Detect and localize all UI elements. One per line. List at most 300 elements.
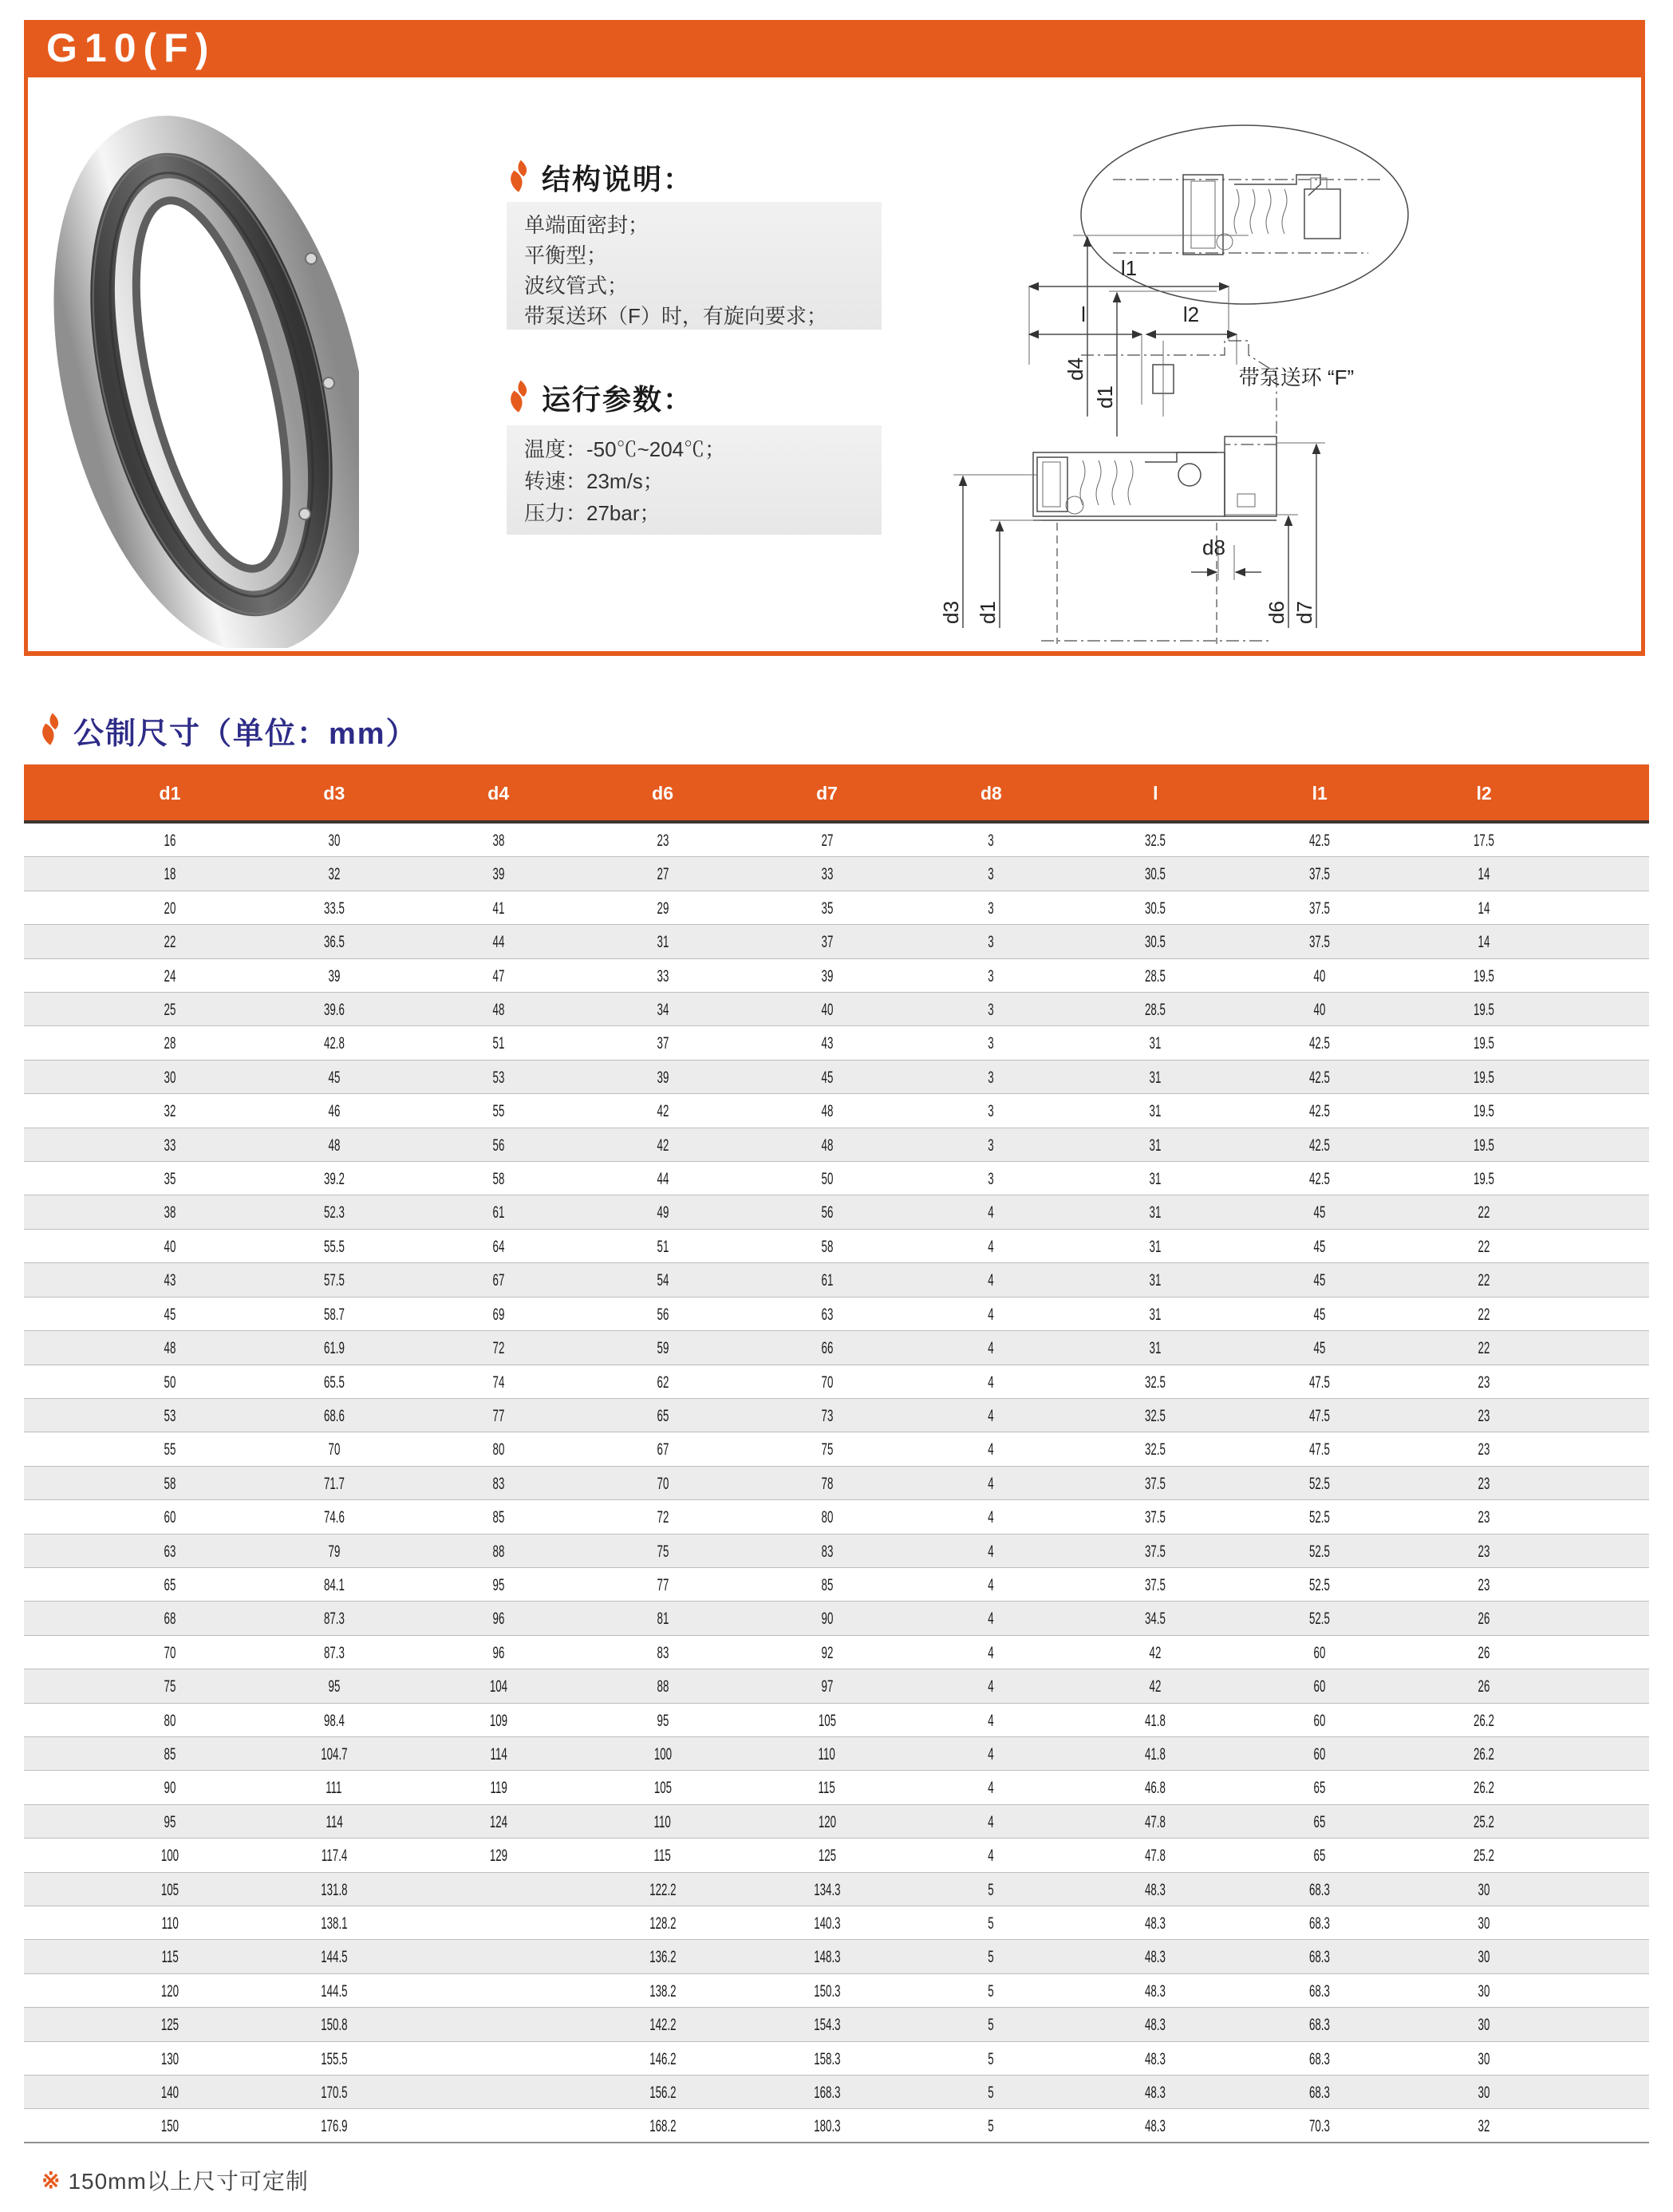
table-cell: 3 [988, 1101, 995, 1121]
table-cell: 65 [1313, 1846, 1326, 1866]
table-cell: 78 [821, 1473, 833, 1493]
table-cell: 125 [818, 1846, 836, 1866]
table-cell: 58.7 [323, 1304, 345, 1324]
table-row [24, 1298, 1649, 1331]
table-row [24, 2109, 1649, 2143]
table-cell: 65 [164, 1574, 176, 1594]
table-cell: 23 [1478, 1574, 1490, 1594]
table-cell: 56 [492, 1135, 505, 1155]
table-cell: 23 [1478, 1372, 1490, 1392]
table-cell: 100 [653, 1744, 672, 1764]
col-header-d6: d6 [652, 783, 674, 804]
table-cell: 30 [1478, 1914, 1490, 1933]
dim-label-d1-bottom: d1 [976, 601, 1000, 624]
table-row [24, 1128, 1649, 1162]
table-cell: 32.5 [1145, 1372, 1166, 1392]
table-cell: 90 [164, 1778, 176, 1798]
table-cell: 17.5 [1474, 831, 1495, 850]
table-cell: 68.3 [1309, 2015, 1331, 2035]
table-cell: 31 [1149, 1033, 1162, 1053]
table-cell: 14 [1478, 864, 1490, 884]
table-cell: 4 [988, 1203, 995, 1223]
table-cell: 79 [328, 1541, 341, 1561]
structure-line: 波纹管式； [524, 274, 629, 298]
table-cell: 4 [988, 1372, 995, 1392]
dim-label-d8: d8 [1202, 535, 1225, 559]
table-cell: 48 [821, 1101, 833, 1121]
table-cell [416, 1940, 581, 1973]
dimension-table [24, 764, 1649, 2143]
table-cell: 4 [988, 1270, 995, 1290]
table-row [24, 1230, 1649, 1263]
table-cell: 5 [988, 2015, 995, 2035]
table-cell: 24 [164, 966, 176, 986]
table-cell: 40 [164, 1236, 176, 1256]
col-header-l: l [1153, 783, 1158, 804]
table-cell: 63 [164, 1541, 176, 1561]
table-cell: 59 [657, 1338, 669, 1358]
table-cell: 70 [328, 1440, 341, 1460]
table-cell: 23 [1478, 1473, 1490, 1493]
table-cell: 30.5 [1145, 932, 1166, 952]
table-row [24, 1940, 1649, 1973]
table-cell: 154.3 [813, 2015, 841, 2035]
table-cell: 4 [988, 1811, 995, 1831]
table-cell: 114 [490, 1744, 507, 1764]
cross-section-diagram [874, 101, 1632, 652]
table-cell: 3 [988, 966, 995, 986]
table-cell [416, 1906, 581, 1940]
table-cell: 51 [492, 1033, 505, 1053]
table-cell: 68.3 [1309, 1947, 1331, 1967]
table-cell: 33 [657, 966, 669, 986]
footnote-symbol: ※ [41, 2167, 61, 2193]
table-cell: 67 [657, 1440, 669, 1460]
table-cell: 47.5 [1309, 1440, 1331, 1460]
table-cell: 60 [1313, 1710, 1326, 1730]
table-cell: 26 [1478, 1677, 1490, 1697]
table-cell: 75 [821, 1440, 833, 1460]
params-title-text: 运行参数： [542, 383, 694, 416]
table-row [24, 1365, 1649, 1399]
table-cell: 4 [988, 1405, 995, 1425]
table-cell: 34 [657, 1000, 669, 1020]
table-cell: 88 [492, 1541, 505, 1561]
table-row [24, 959, 1649, 993]
table-cell: 32.5 [1145, 1405, 1166, 1425]
table-cell: 42 [1149, 1642, 1162, 1662]
table-cell: 68.6 [323, 1405, 345, 1425]
table-body [24, 824, 1649, 2143]
table-row [24, 1906, 1649, 1940]
params-section-title [507, 377, 693, 418]
table-cell: 114 [326, 1811, 343, 1831]
structure-line: 带泵送环（F）时，有旋向要求； [524, 304, 827, 328]
table-cell: 39.2 [323, 1169, 345, 1189]
table-row [24, 1399, 1649, 1432]
table-cell: 23 [1478, 1440, 1490, 1460]
table-cell: 4 [988, 1541, 995, 1561]
table-cell: 5 [988, 2048, 995, 2068]
table-cell: 85 [164, 1744, 176, 1764]
table-cell: 58 [492, 1169, 505, 1189]
table-cell: 39 [328, 966, 341, 986]
table-cell: 28 [164, 1033, 176, 1053]
table-cell: 44 [657, 1169, 669, 1189]
table-cell: 124 [489, 1811, 507, 1831]
table-cell: 48.3 [1145, 2048, 1166, 2068]
table-cell: 41 [492, 898, 505, 918]
table-cell: 39 [657, 1067, 669, 1087]
table-cell: 23 [1478, 1507, 1490, 1527]
table-cell: 3 [988, 1067, 995, 1087]
table-cell: 37 [821, 932, 833, 952]
table-cell: 19.5 [1474, 1000, 1495, 1020]
table-row [24, 1061, 1649, 1094]
table-cell: 5 [988, 1981, 995, 2001]
table-cell: 37.5 [1145, 1574, 1166, 1594]
table-cell: 37.5 [1145, 1507, 1166, 1527]
table-cell: 60 [1313, 1744, 1326, 1764]
flame-icon [38, 712, 61, 750]
dim-label-d4: d4 [1063, 357, 1087, 381]
table-cell: 32 [1478, 2116, 1490, 2136]
table-cell: 61.9 [323, 1338, 345, 1358]
table-cell: 52.5 [1309, 1473, 1331, 1493]
table-cell: 4 [988, 1473, 995, 1493]
table-cell: 47.5 [1309, 1405, 1331, 1425]
table-row [24, 1974, 1649, 2008]
model-name: G10(F) [46, 26, 216, 70]
table-cell: 70 [164, 1642, 176, 1662]
flame-icon [507, 159, 529, 197]
table-cell: 115 [653, 1846, 672, 1866]
table-cell: 20 [164, 898, 176, 918]
table-cell: 30 [328, 831, 341, 850]
table-cell: 33 [164, 1135, 176, 1155]
dim-label-l2: l2 [1182, 302, 1200, 326]
table-cell: 4 [988, 1846, 995, 1866]
table-cell: 95 [328, 1677, 341, 1697]
model-header-bar [24, 20, 1645, 77]
table-cell: 64 [492, 1236, 505, 1256]
table-cell: 176.9 [321, 2116, 348, 2136]
table-cell: 33.5 [323, 898, 345, 918]
table-cell: 60 [164, 1507, 176, 1527]
table-cell: 98.4 [323, 1710, 345, 1730]
table-cell: 3 [988, 864, 995, 884]
table-cell: 42.8 [323, 1033, 345, 1053]
table-cell: 150.3 [813, 1981, 841, 2001]
table-row [24, 1263, 1649, 1297]
table-cell: 45 [1313, 1304, 1326, 1324]
table-cell: 30 [1478, 1947, 1490, 1967]
table-cell: 131.8 [321, 1879, 348, 1899]
col-header-l1: l1 [1312, 783, 1328, 804]
table-cell: 31 [1149, 1270, 1162, 1290]
table-cell: 65.5 [323, 1372, 345, 1392]
table-cell: 37.5 [1309, 898, 1331, 918]
table-cell: 168.2 [649, 2116, 677, 2136]
table-cell: 42.5 [1309, 831, 1331, 850]
table-cell: 67 [492, 1270, 505, 1290]
table-cell: 168.3 [813, 2083, 841, 2103]
table-cell: 80 [492, 1440, 505, 1460]
table-cell: 23 [657, 831, 669, 850]
table-cell: 55 [164, 1440, 176, 1460]
table-cell: 38 [164, 1203, 176, 1223]
table-row [24, 1535, 1649, 1568]
table-cell: 42 [657, 1135, 669, 1155]
table-cell: 110 [161, 1914, 179, 1933]
table-cell: 47.5 [1309, 1372, 1331, 1392]
table-cell: 56 [821, 1203, 833, 1223]
table-cell: 23 [1478, 1405, 1490, 1425]
table-cell: 18 [164, 864, 176, 884]
table-cell: 97 [821, 1677, 833, 1697]
table-cell: 38 [492, 831, 505, 850]
col-header-d3: d3 [323, 783, 345, 804]
table-cell: 61 [492, 1203, 505, 1223]
table-cell: 5 [988, 2083, 995, 2103]
table-cell: 83 [657, 1642, 669, 1662]
table-cell: 19.5 [1474, 1101, 1495, 1121]
table-cell: 26.2 [1474, 1710, 1495, 1730]
table-cell: 48.3 [1145, 2083, 1166, 2103]
table-cell: 150 [160, 2116, 180, 2136]
table-cell: 27 [657, 864, 669, 884]
table-cell [416, 2076, 581, 2109]
table-cell: 30 [164, 1067, 176, 1087]
table-cell: 39 [492, 864, 505, 884]
params-panel [507, 425, 882, 535]
table-cell: 32 [164, 1101, 176, 1121]
table-cell: 75 [164, 1677, 176, 1697]
table-row [24, 1568, 1649, 1602]
table-cell: 48 [821, 1135, 833, 1155]
table-cell: 150.8 [321, 2015, 348, 2035]
table-cell: 50 [821, 1169, 833, 1189]
col-header-d4: d4 [487, 783, 510, 804]
table-cell: 37.5 [1309, 864, 1331, 884]
table-cell: 25 [164, 1000, 176, 1020]
col-header-d8: d8 [980, 783, 1002, 804]
table-cell: 4 [988, 1304, 995, 1324]
table-cell: 136.2 [649, 1947, 677, 1967]
table-cell: 28.5 [1145, 966, 1166, 986]
table-cell: 138.1 [321, 1914, 348, 1933]
table-cell: 4 [988, 1440, 995, 1460]
footnote [41, 2164, 309, 2196]
technical-drawing [874, 101, 1632, 652]
table-cell: 31 [1149, 1135, 1162, 1155]
table-cell: 170.5 [321, 2083, 348, 2103]
table-cell: 115 [161, 1947, 179, 1967]
table-row [24, 925, 1649, 958]
table-cell: 48 [492, 1000, 505, 1020]
product-photo [48, 113, 359, 648]
table-cell: 180.3 [813, 2116, 841, 2136]
table-cell: 69 [492, 1304, 505, 1324]
structure-title-text: 结构说明： [542, 163, 694, 196]
dim-label-d1-top: d1 [1093, 385, 1117, 409]
table-cell: 4 [988, 1778, 995, 1798]
table-cell: 32 [328, 864, 341, 884]
table-cell: 61 [821, 1270, 833, 1290]
table-cell: 58 [164, 1473, 176, 1493]
table-cell: 37.5 [1145, 1541, 1166, 1561]
table-cell: 31 [1149, 1236, 1162, 1256]
table-row [24, 2042, 1649, 2076]
table-row [24, 857, 1649, 891]
table-cell: 95 [492, 1574, 505, 1594]
table-cell: 144.5 [321, 1947, 348, 1967]
table-cell: 85 [492, 1507, 505, 1527]
table-cell: 72 [492, 1338, 505, 1358]
table-cell: 65 [657, 1405, 669, 1425]
col-header-d1: d1 [159, 783, 181, 804]
table-cell: 105 [818, 1710, 836, 1730]
table-cell: 52.5 [1309, 1609, 1331, 1629]
dim-label-d3: d3 [939, 601, 963, 624]
metric-size-title-text: 公制尺寸（单位：mm） [73, 717, 418, 751]
product-overview-box [24, 77, 1645, 656]
table-cell: 4 [988, 1642, 995, 1662]
table-cell: 22 [164, 932, 176, 952]
flame-icon [507, 379, 529, 417]
table-cell: 144.5 [321, 1981, 348, 2001]
table-cell: 31 [1149, 1067, 1162, 1087]
table-cell: 39 [821, 966, 833, 986]
table-cell: 70 [821, 1372, 833, 1392]
table-cell: 148.3 [813, 1947, 841, 1967]
table-row [24, 1805, 1649, 1839]
metal-bellows-seal-image [48, 113, 359, 648]
table-cell: 53 [164, 1405, 176, 1425]
table-cell: 32.5 [1145, 1440, 1166, 1460]
table-cell: 70.3 [1309, 2116, 1331, 2136]
table-cell: 128.2 [649, 1914, 677, 1933]
table-cell: 3 [988, 1000, 995, 1020]
table-row [24, 1771, 1649, 1804]
footnote-text: 150mm以上尺寸可定制 [68, 2169, 309, 2194]
table-cell: 48 [164, 1338, 176, 1358]
table-cell [416, 1974, 581, 2008]
table-cell: 48.3 [1145, 1914, 1166, 1933]
table-cell: 14 [1478, 898, 1490, 918]
table-cell: 100 [160, 1846, 180, 1866]
table-cell: 3 [988, 1033, 995, 1053]
table-cell: 87.3 [323, 1609, 345, 1629]
table-cell [416, 1873, 581, 1906]
table-row [24, 1602, 1649, 1635]
table-cell: 42.5 [1309, 1101, 1331, 1121]
table-cell: 3 [988, 1135, 995, 1155]
table-cell: 46.8 [1145, 1778, 1166, 1798]
table-cell: 31 [1149, 1338, 1162, 1358]
table-cell: 4 [988, 1710, 995, 1730]
table-cell: 42 [1149, 1677, 1162, 1697]
table-cell: 155.5 [321, 2048, 348, 2068]
table-cell: 30.5 [1145, 898, 1166, 918]
metric-size-title [38, 709, 418, 752]
table-cell: 104.7 [321, 1744, 348, 1764]
table-cell: 5 [988, 2116, 995, 2136]
table-cell: 30 [1478, 2083, 1490, 2103]
table-cell: 80 [821, 1507, 833, 1527]
table-cell: 68.3 [1309, 2048, 1331, 2068]
table-row [24, 2008, 1649, 2041]
table-cell: 42.5 [1309, 1169, 1331, 1189]
table-cell: 95 [164, 1811, 176, 1831]
table-row [24, 1026, 1649, 1060]
table-cell: 22 [1478, 1270, 1490, 1290]
table-cell: 146.2 [649, 2048, 677, 2068]
table-cell: 48 [328, 1135, 341, 1155]
table-cell: 37.5 [1145, 1473, 1166, 1493]
dim-label-d6: d6 [1265, 601, 1288, 624]
table-cell: 80 [164, 1710, 176, 1730]
table-cell: 34.5 [1145, 1609, 1166, 1629]
table-cell: 26.2 [1474, 1778, 1495, 1798]
table-cell: 74.6 [323, 1507, 345, 1527]
table-cell [416, 2008, 581, 2041]
table-cell: 4 [988, 1507, 995, 1527]
table-cell: 4 [988, 1236, 995, 1256]
table-row [24, 1669, 1649, 1703]
table-cell: 55.5 [323, 1236, 345, 1256]
table-cell: 36.5 [323, 932, 345, 952]
table-cell: 115 [818, 1778, 836, 1798]
table-cell: 4 [988, 1609, 995, 1629]
table-cell: 26 [1478, 1642, 1490, 1662]
table-cell: 60 [1313, 1677, 1326, 1697]
table-cell: 26 [1478, 1609, 1490, 1629]
table-row [24, 1873, 1649, 1906]
dim-label-l1: l1 [1120, 256, 1138, 280]
dim-label-l: l [1081, 302, 1086, 326]
table-cell: 52.5 [1309, 1574, 1331, 1594]
table-cell: 41.8 [1145, 1710, 1166, 1730]
table-cell: 90 [821, 1609, 833, 1629]
table-cell: 71.7 [323, 1473, 345, 1493]
param-line: 转速：23m/s； [524, 469, 664, 493]
table-row [24, 993, 1649, 1026]
table-cell: 14 [1478, 932, 1490, 952]
table-cell [416, 2042, 581, 2076]
param-line: 温度：-50℃~204℃； [524, 437, 726, 461]
table-cell: 37 [657, 1033, 669, 1053]
table-cell: 68.3 [1309, 1879, 1331, 1899]
table-row [24, 891, 1649, 925]
table-cell: 73 [821, 1405, 833, 1425]
table-cell: 42 [657, 1101, 669, 1121]
table-cell: 31 [1149, 1203, 1162, 1223]
table-cell: 35 [821, 898, 833, 918]
table-cell: 31 [1149, 1304, 1162, 1324]
table-cell: 111 [326, 1778, 342, 1798]
table-cell: 40 [1313, 966, 1326, 986]
table-cell: 110 [818, 1744, 836, 1764]
table-cell: 130 [160, 2048, 180, 2068]
table-header-row [24, 764, 1649, 824]
table-row [24, 1094, 1649, 1128]
table-row [24, 1467, 1649, 1500]
col-header-l2: l2 [1476, 783, 1492, 804]
table-cell: 25.2 [1474, 1846, 1495, 1866]
table-cell: 142.2 [649, 2015, 677, 2035]
table-row [24, 1636, 1649, 1669]
